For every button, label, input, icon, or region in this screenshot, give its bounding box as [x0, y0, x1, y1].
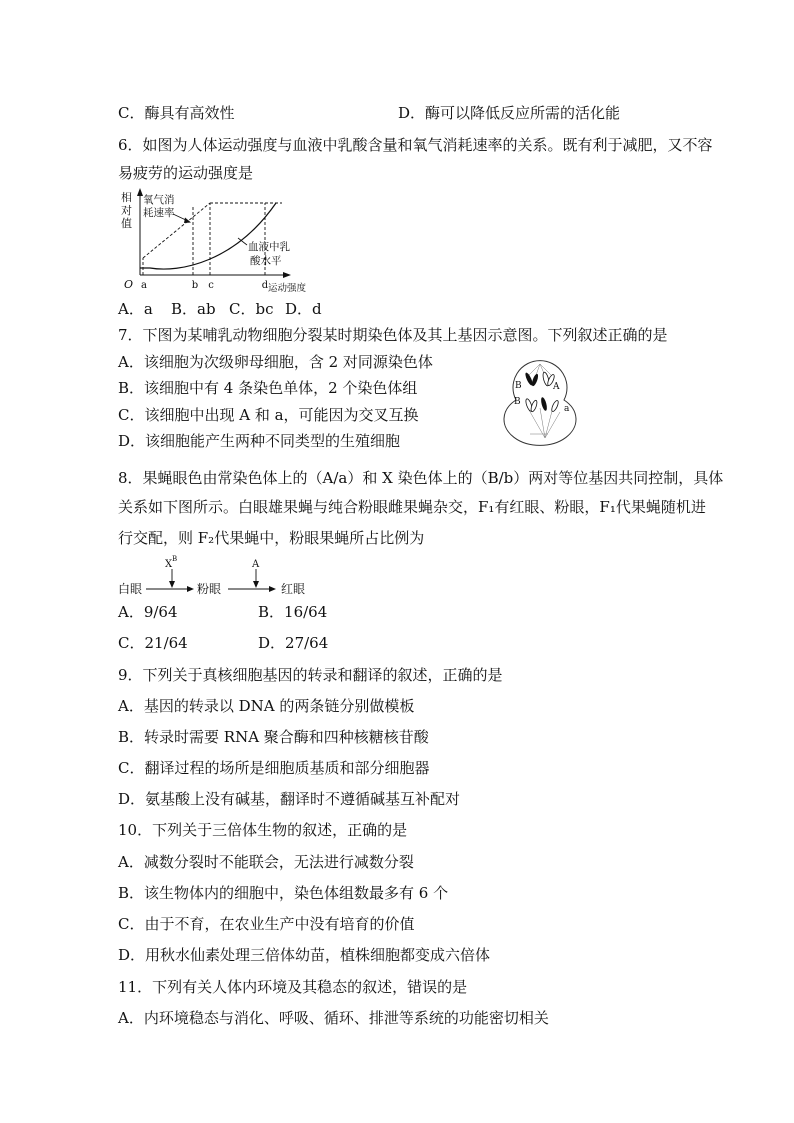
oxygen-label-line-1: 氧气消	[143, 194, 175, 206]
q8-option-c: C．21/64	[118, 634, 188, 652]
x-axis-label: 运动强度	[268, 283, 307, 294]
q9-option-d: D．氨基酸上没有碱基，翻译时不遵循碱基互补配对	[118, 790, 461, 808]
y-axis-label-3: 值	[121, 217, 132, 230]
phenotype-pink: 粉眼	[197, 582, 222, 596]
tick-label-c: c	[208, 280, 214, 291]
y-axis-label-1: 相	[121, 191, 132, 204]
y-axis-label-2: 对	[121, 204, 132, 217]
q6-stem-line-2: 易疲劳的运动强度是	[118, 164, 254, 182]
q10-option-c: C．由于不育，在农业生产中没有培育的价值	[118, 915, 415, 933]
phenotype-white: 白眼	[118, 582, 143, 596]
q10-option-a: A．减数分裂时不能联会，无法进行减数分裂	[118, 853, 414, 871]
q5-option-d: D．酶可以降低反应所需的活化能	[398, 104, 621, 122]
gene-a-arrow-icon	[253, 581, 259, 588]
gene-label-b-top: B	[515, 381, 522, 391]
q6-stem-line-1: 6．如图为人体运动强度与血液中乳酸含量和氧气消耗速率的关系。既有利于减肥，又不容	[118, 136, 713, 154]
q8-option-a: A．9/64	[118, 603, 178, 621]
q8-stem-line-3: 行交配，则 F₂代果蝇中，粉眼果蝇所占比例为	[118, 529, 425, 547]
q5-option-c: C．酶具有高效性	[118, 104, 235, 122]
x-axis-arrow-icon	[283, 272, 291, 278]
q7-cell-figure	[495, 352, 585, 450]
pathway-arrow-2-icon	[269, 586, 276, 592]
q7-option-c: C．该细胞中出现 A 和 a，可能因为交叉互换	[118, 406, 419, 424]
gene-label-b-bottom: B	[514, 397, 521, 407]
q8-stem-line-1: 8．果蝇眼色由常染色体上的（A/a）和 X 染色体上的（B/b）两对等位基因共同控制，具体	[118, 469, 724, 487]
q10-stem: 10．下列关于三倍体生物的叙述，正确的是	[118, 821, 408, 839]
q8-pathway-diagram	[110, 550, 320, 600]
q9-stem: 9．下列关于真核细胞基因的转录和翻译的叙述，正确的是	[118, 666, 503, 684]
q6-option-a: A．a	[118, 300, 153, 318]
q8-stem-line-2: 关系如下图所示。白眼雄果蝇与纯合粉眼雌果蝇杂交，F₁有红眼、粉眼，F₁代果蝇随机进	[118, 498, 706, 516]
lactate-label-line-2: 酸水平	[250, 255, 282, 267]
gene-a-label: A	[252, 559, 260, 570]
q6-option-b: B．ab	[171, 300, 216, 318]
pathway-arrow-1-icon	[187, 586, 194, 592]
phenotype-red: 红眼	[281, 582, 306, 596]
origin-label: O	[124, 278, 134, 291]
q7-option-a: A．该细胞为次级卵母细胞，含 2 对同源染色体	[118, 353, 433, 371]
q7-stem: 7．下图为某哺乳动物细胞分裂某时期染色体及其上基因示意图。下列叙述正确的是	[118, 326, 668, 344]
q9-option-c: C．翻译过程的场所是细胞质基质和部分细胞器	[118, 759, 430, 777]
gene-x-arrow-icon	[169, 581, 175, 588]
q7-option-b: B．该细胞中有 4 条染色单体，2 个染色体组	[118, 379, 418, 397]
q7-option-d: D．该细胞能产生两种不同类型的生殖细胞	[118, 432, 401, 450]
q9-option-b: B．转录时需要 RNA 聚合酶和四种核糖核苷酸	[118, 728, 429, 746]
q11-stem: 11．下列有关人体内环境及其稳态的叙述，错误的是	[118, 978, 468, 996]
oxygen-pointer-arrow-icon	[184, 218, 191, 224]
gene-x-superscript: B	[172, 555, 178, 563]
lactate-label-line-1: 血液中乳	[248, 241, 290, 253]
tick-label-d: d	[261, 280, 269, 291]
q8-option-b: B．16/64	[258, 603, 328, 621]
q10-option-d: D．用秋水仙素处理三倍体幼苗，植株细胞都变成六倍体	[118, 946, 491, 964]
q9-option-a: A．基因的转录以 DNA 的两条链分别做模板	[118, 697, 415, 715]
gene-label-a-bottom: a	[564, 404, 570, 414]
q8-option-d: D．27/64	[258, 634, 329, 652]
gene-x-label: X	[165, 559, 173, 570]
oxygen-label-line-2: 耗速率	[143, 207, 175, 219]
q6-option-d: D．d	[285, 300, 322, 318]
gene-label-a-top: A	[553, 382, 560, 392]
tick-label-a: a	[141, 280, 147, 291]
q10-option-b: B．该生物体内的细胞中，染色体组数最多有 6 个	[118, 884, 449, 902]
tick-label-b: b	[191, 280, 199, 291]
q6-graph	[110, 183, 310, 298]
q11-option-a: A．内环境稳态与消化、呼吸、循环、排泄等系统的功能密切相关	[118, 1009, 549, 1027]
q6-option-c: C．bc	[229, 300, 274, 318]
